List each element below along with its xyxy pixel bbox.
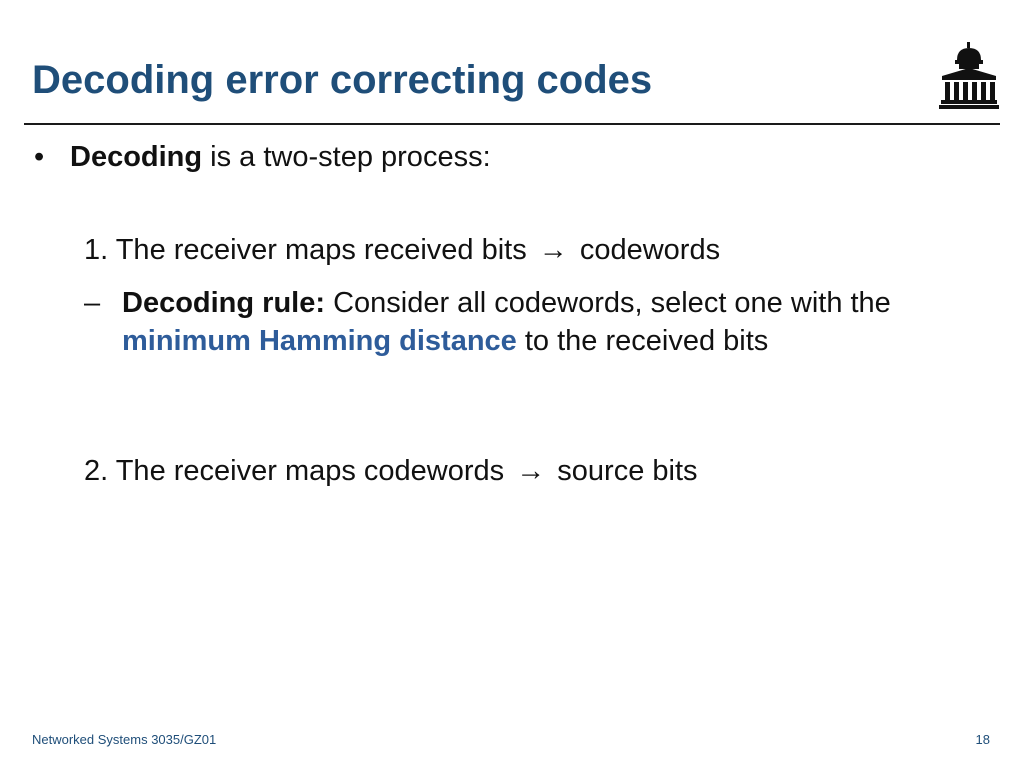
step-2 (84, 455, 698, 488)
step-1-number: 1. (84, 234, 109, 266)
decoding-rule-text-before: Consider all codewords, select one with the (325, 287, 891, 319)
bullet-decoding (34, 141, 491, 174)
hamming-distance-highlight: minimum Hamming distance (122, 325, 517, 357)
bullet-term: Decoding (70, 141, 203, 173)
decoding-rule-label: Decoding rule: (122, 287, 326, 319)
slide-title: Decoding error correcting codes (32, 58, 653, 102)
step-1-text-after: codewords (571, 234, 721, 266)
step-1 (84, 234, 720, 267)
arrow-right-icon: → (538, 234, 568, 266)
decoding-rule-body (122, 284, 964, 360)
footer-course: Networked Systems 3035/GZ01 (32, 732, 217, 747)
step-1-text-before: The receiver maps received bits (108, 234, 535, 266)
bullet-text: is a two-step process: (202, 141, 491, 173)
dash-marker: – (84, 287, 101, 319)
page-number: 18 (975, 732, 990, 747)
title-divider (24, 123, 1000, 125)
decoding-rule-text-after: to the received bits (516, 325, 769, 357)
arrow-right-icon: → (516, 455, 546, 487)
step-2-text-before: The receiver maps codewords (108, 455, 513, 487)
decoding-rule (84, 284, 964, 360)
step-2-text-after: source bits (549, 455, 698, 487)
step-2-number: 2. (84, 455, 109, 487)
university-portico-icon (938, 42, 1000, 110)
bullet-dot-icon: • (34, 141, 45, 173)
